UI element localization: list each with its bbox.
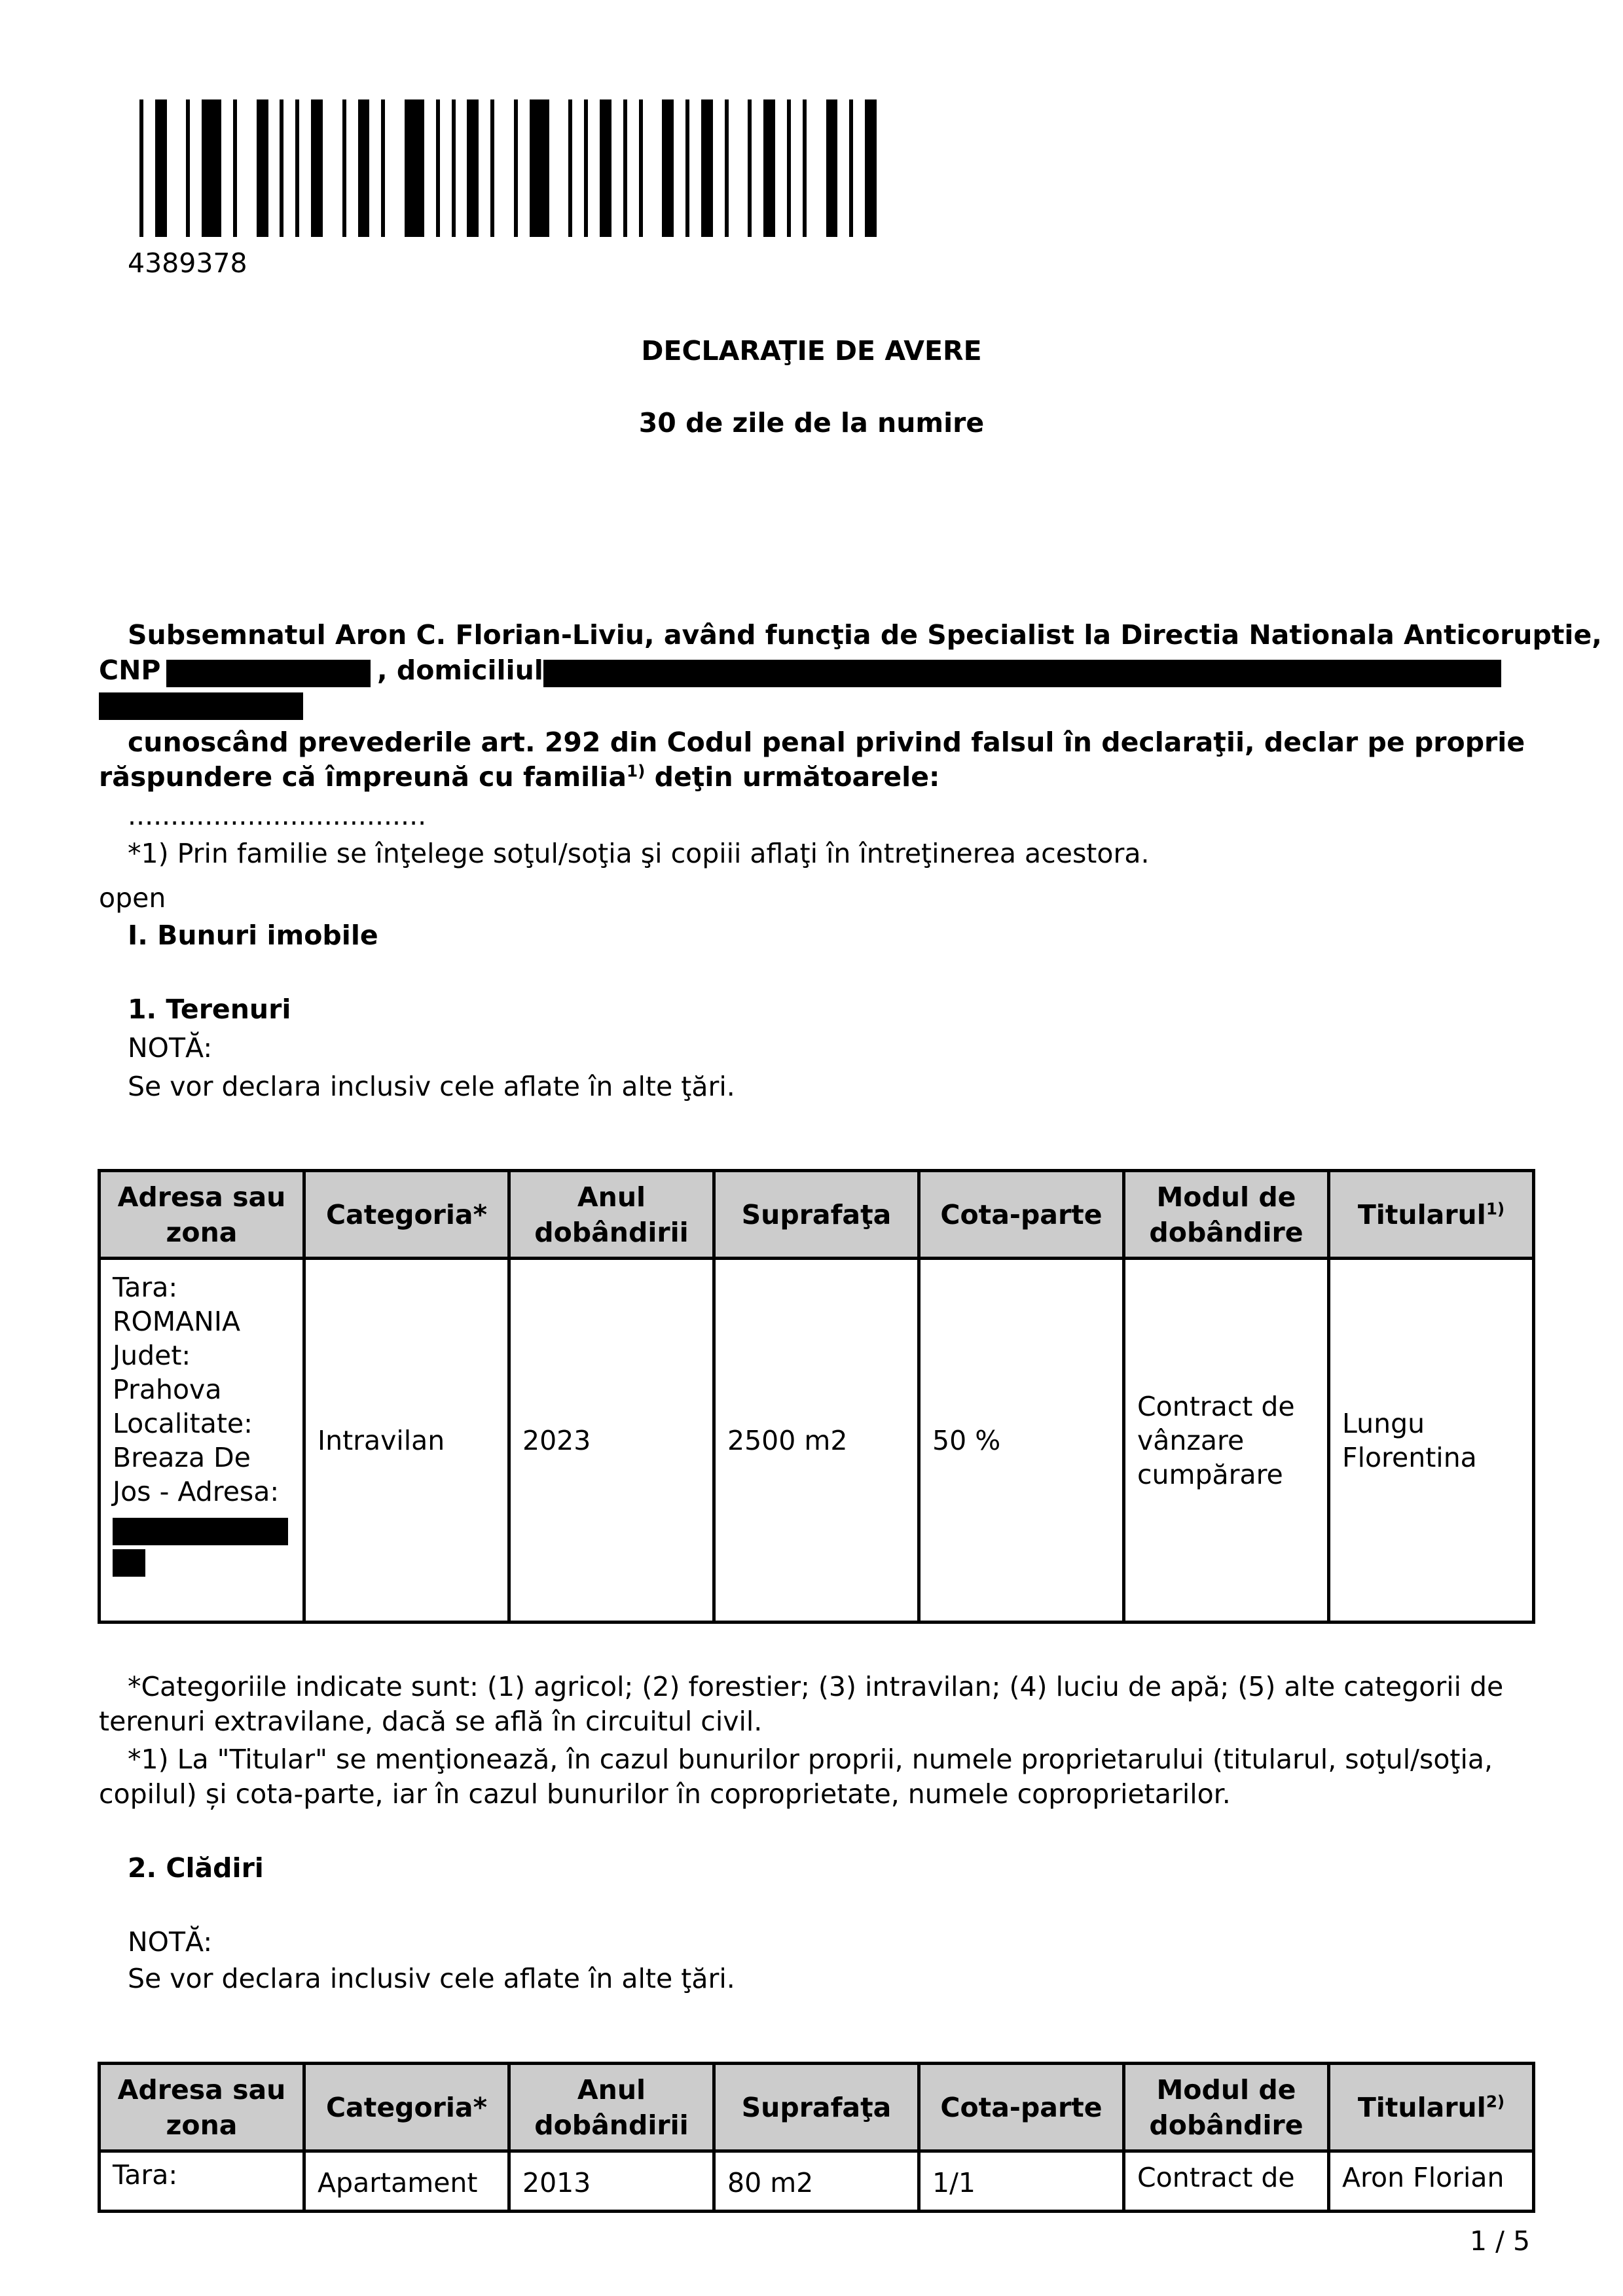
cell-address: [100, 1259, 304, 1623]
barcode-bar: [568, 99, 572, 237]
address-cell-redacted: [113, 1518, 288, 1545]
barcode-bar: [725, 99, 729, 237]
cell-share: 1/1: [919, 2151, 1124, 2212]
section-heading-land: 1. Terenuri: [128, 994, 291, 1025]
intro-line4: răspundere că împreună cu familia$^{1)}$ deţin următoarele:: [99, 761, 940, 793]
barcode-bar: [584, 99, 588, 237]
barcode-bar: [139, 99, 143, 237]
col-header-year: Anul dobândirii: [509, 1171, 714, 1259]
cell-address-text: Tara: ROMANIA Judet: Prahova Localitate: Breaza De Jos - Adresa:: [113, 1272, 280, 1507]
barcode-bar: [452, 99, 456, 237]
dotted-line: ...................................: [128, 800, 427, 831]
barcode-bar: [358, 99, 370, 237]
section-heading-real-estate: I. Bunuri imobile: [128, 920, 378, 951]
land-table: [98, 1169, 1535, 1624]
address-cell-redacted-cont: [113, 1549, 145, 1577]
page-number: 1 / 5: [1470, 2225, 1531, 2257]
titular-note-line1: *1) La "Titular" se menţionează, în cazul bunurilor proprii, numele proprietarului (titularul, soţul/soţia,: [128, 1744, 1493, 1775]
barcode-bar: [280, 99, 283, 237]
barcode-bar: [701, 99, 713, 237]
cell-share: 50 %: [919, 1259, 1124, 1623]
barcode-bar: [826, 99, 838, 237]
barcode-number: 4389378: [128, 247, 247, 279]
col-header-holder: Titularul$^{1)}$: [1329, 1171, 1534, 1259]
document-subtitle: 30 de zile de la numire: [638, 407, 985, 439]
barcode-bar: [405, 99, 424, 237]
barcode-bar: [763, 99, 775, 237]
table-header-row: [100, 2064, 1534, 2151]
domicile-label: , domiciliul: [377, 655, 543, 686]
land-note-text: Se vor declara inclusiv cele aflate în alte ţări.: [128, 1071, 735, 1102]
col-header-area: Suprafaţa: [714, 1171, 919, 1259]
barcode-bar: [849, 99, 853, 237]
barcode-bar: [600, 99, 611, 237]
table-row: [100, 1259, 1534, 1623]
cell-area: 80 m2: [714, 2151, 919, 2212]
cell-year: 2013: [509, 2151, 714, 2212]
barcode-bar: [342, 99, 346, 237]
barcode-bar: [685, 99, 689, 237]
table-header-row: [100, 1171, 1534, 1259]
col-header-mode: Modul de dobândire: [1124, 2064, 1329, 2151]
barcode-bar: [155, 99, 167, 237]
section-heading-buildings: 2. Clădiri: [128, 1852, 264, 1884]
barcode-bar: [748, 99, 752, 237]
buildings-note-text: Se vor declara inclusiv cele aflate în alte ţări.: [128, 1963, 735, 1994]
intro-line3: cunoscând prevederile art. 292 din Codul penal privind falsul în declaraţii, declar pe proprie: [128, 726, 1525, 758]
barcode-bar: [865, 99, 877, 237]
barcode-bar: [311, 99, 323, 237]
cell-category: Apartament: [304, 2151, 509, 2212]
barcode-bar: [662, 99, 674, 237]
open-label: open: [99, 882, 166, 914]
barcode-bar: [530, 99, 549, 237]
cell-year: 2023: [509, 1259, 714, 1623]
cell-category: Intravilan: [304, 1259, 509, 1623]
cell-mode: Contract de vânzare cumpărare: [1124, 1259, 1329, 1623]
cnp-redacted: [166, 660, 371, 687]
land-note-label: NOTĂ:: [128, 1032, 213, 1064]
barcode-bar: [381, 99, 385, 237]
cell-address: Tara:: [100, 2151, 304, 2212]
col-header-mode: Modul de dobândire: [1124, 1171, 1329, 1259]
barcode-bar: [295, 99, 299, 237]
barcode-bar: [490, 99, 494, 237]
col-header-address: Adresa sau zona: [100, 2064, 304, 2151]
address-redacted: [543, 660, 1501, 687]
cell-holder: Aron Florian: [1329, 2151, 1534, 2212]
col-header-share: Cota-parte: [919, 2064, 1124, 2151]
barcode-bar: [233, 99, 237, 237]
cell-holder: Lungu Florentina: [1329, 1259, 1534, 1623]
category-note-line2: terenuri extravilane, dacă se află în circuitul civil.: [99, 1706, 763, 1737]
titular-note-line2: copilul) și cota-parte, iar în cazul bunurilor în coproprietate, numele coproprietarilor.: [99, 1778, 1231, 1810]
address-redacted-cont: [99, 692, 303, 720]
col-header-holder: Titularul$^{2)}$: [1329, 2064, 1534, 2151]
cell-area: 2500 m2: [714, 1259, 919, 1623]
buildings-table: [98, 2062, 1535, 2213]
barcode: [139, 99, 881, 237]
col-header-category: Categoria*: [304, 1171, 509, 1259]
col-header-area: Suprafaţa: [714, 2064, 919, 2151]
category-note-line1: *Categoriile indicate sunt: (1) agricol; (2) forestier; (3) intravilan; (4) luciu de apă; (5) alte categorii de: [128, 1671, 1504, 1702]
barcode-bar: [514, 99, 518, 237]
col-header-year: Anul dobândirii: [509, 2064, 714, 2151]
table-row: [100, 2151, 1534, 2212]
col-header-category: Categoria*: [304, 2064, 509, 2151]
barcode-bar: [803, 99, 807, 237]
cnp-label: CNP: [99, 655, 161, 686]
family-footnote: *1) Prin familie se înţelege soţul/soţia şi copiii aflaţi în întreţinerea acestora.: [128, 838, 1150, 869]
buildings-note-label: NOTĂ:: [128, 1926, 213, 1958]
barcode-bar: [639, 99, 643, 237]
barcode-bar: [257, 99, 268, 237]
cell-mode: Contract de: [1124, 2151, 1329, 2212]
barcode-bar: [787, 99, 791, 237]
intro-line1: Subsemnatul Aron C. Florian-Liviu, având funcţia de Specialist la Directia Nationala Anticoruptie,: [128, 619, 1602, 651]
barcode-bar: [623, 99, 627, 237]
barcode-bar: [436, 99, 440, 237]
barcode-bar: [467, 99, 479, 237]
barcode-bar: [202, 99, 221, 237]
document-title: DECLARAŢIE DE AVERE: [641, 335, 982, 367]
barcode-bar: [186, 99, 190, 237]
col-header-address: Adresa sau zona: [100, 1171, 304, 1259]
col-header-share: Cota-parte: [919, 1171, 1124, 1259]
